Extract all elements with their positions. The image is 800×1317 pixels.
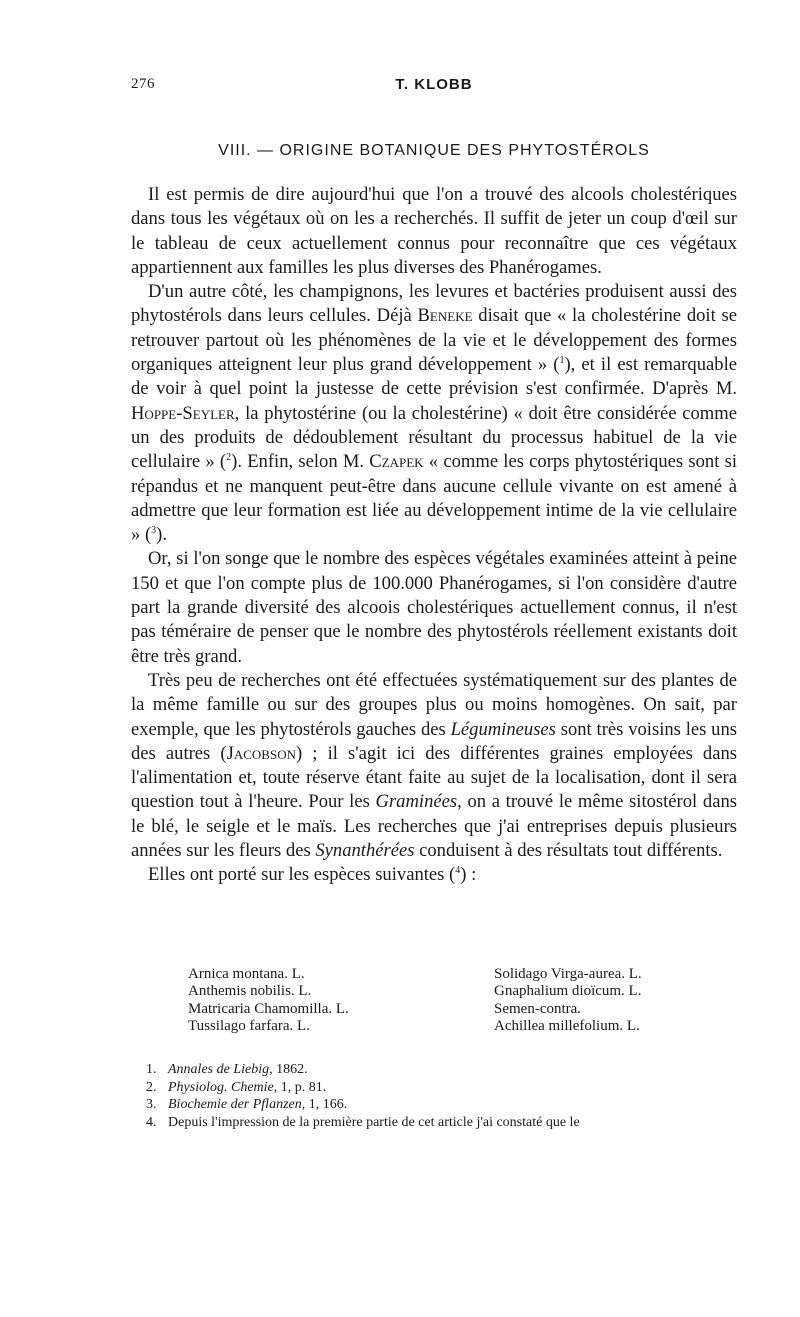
paragraph-2 — [131, 280, 737, 547]
running-head: T. KLOBB — [395, 76, 473, 93]
footnote-text: Depuis l'impression de la première partie de cet article j'ai constaté que le — [168, 1115, 580, 1131]
section-title: VIII. — ORIGINE BOTANIQUE DES PHYTOSTÉROLS — [218, 142, 650, 159]
text-run: Très peu de recherches ont été effectuées systématiquement sur des plantes de la même famille ou sur des groupes plus ou moins homogènes. On sait, par exemple, que les phytostérols gauches des — [131, 669, 737, 740]
paragraph-4 — [131, 669, 737, 863]
paragraph-3: Or, si l'on songe que le nombre des espèces végétales examinées atteint à peine 150 et que l'on compte plus de 100.000 Phanérogames, si l'on considère d'autre part la grande diversité des alcoois cholestériques actuellement connus, il n'est pas téméraire de penser que le nombre des phytostérols réellement existants doit être très grand. — [131, 548, 737, 667]
footnote — [146, 1061, 746, 1079]
footnote-ref: 2 — [226, 452, 232, 464]
body-text — [131, 183, 737, 888]
footnote — [146, 1096, 746, 1114]
footnote-ref: 4 — [455, 865, 461, 877]
author-name: Jacobson — [226, 742, 296, 764]
footnote — [146, 1079, 746, 1097]
footnote-source: Annales de Liebig — [168, 1062, 270, 1077]
species-column-left — [188, 966, 349, 1035]
species-item: Achillea millefolium. L. — [494, 1017, 640, 1034]
author-name: Beneke — [417, 305, 473, 327]
page-header — [131, 76, 737, 102]
taxon-name: Synanthérées — [315, 840, 415, 862]
footnote-ref: 1 — [559, 354, 565, 366]
text-run: Elles ont porté sur les espèces suivantes ( — [148, 864, 456, 886]
text-run: ). — [156, 524, 167, 546]
species-item: Arnica montana. L. — [188, 966, 305, 982]
text-run: conduisent à des résultats tout différents. — [414, 840, 723, 862]
species-item: Semen-contra. — [494, 1000, 582, 1017]
taxon-name: Graminées — [375, 791, 458, 813]
footnotes — [146, 1061, 746, 1132]
text-run: , la phytostérine (ou la cholestérine) « doit être considérée comme un des produits de dédoublement résultant du processus habituel de la vie cellulaire » ( — [131, 402, 737, 473]
page-number: 276 — [131, 76, 155, 92]
footnote-number: 4. — [146, 1115, 157, 1131]
paragraph-1: Il est permis de dire aujourd'hui que l'on a trouvé des alcools cholestériques dans tous les végétaux où on les a recherchés. Il suffit de jeter un coup d'œil sur le tableau de ceux actuellement connus pour reconnaître que ces végétaux appartiennent aux familles les plus diverses des Phanérogames. — [131, 184, 737, 278]
text-run: ) : — [460, 864, 477, 886]
footnote-source: Physiolog. Chemie — [168, 1079, 274, 1095]
taxon-name: Légumineuses — [450, 718, 556, 740]
footnote-text: , 1862. — [269, 1062, 308, 1077]
footnote-number: 2. — [146, 1079, 157, 1095]
footnote-ref: 3 — [151, 524, 157, 536]
footnote-text: , 1, p. 81. — [273, 1079, 327, 1095]
text-run: , on a trouvé le même sitostérol dans le blé, le seigle et le maïs. Les recherches que j'ai entreprises depuis plusieurs années sur les fleurs des — [131, 791, 737, 862]
text-run: ), et il est remarquable de voir à quel point la justesse de cette prévision s'est confirmée. D'après M. — [131, 354, 737, 400]
species-column-right — [494, 966, 642, 1035]
footnote-number: 1. — [146, 1062, 157, 1077]
footnote-number: 3. — [146, 1097, 157, 1113]
footnote-source: Biochemie der Pflanzen — [168, 1097, 302, 1113]
author-name: Czapek — [369, 451, 424, 473]
species-item: Tussilago farfara. L. — [188, 1017, 310, 1034]
text-run: sont très voisins les uns des autres ( — [131, 718, 737, 764]
author-name: Hoppe-Seyler — [131, 402, 235, 424]
paragraph-5 — [131, 863, 737, 887]
footnote — [146, 1114, 746, 1132]
text-run: disait que « la cholestérine doit se retrouver partout où les phénomènes de la vie et le développement des formes organiques atteignent leur plus grand développement » ( — [131, 305, 737, 376]
footnote-text: , 1, 166. — [301, 1097, 348, 1113]
text-run: ) ; il s'agit ici des différentes graines employées dans l'alimentation et, toute réserve étant faite au sujet de la localisation, dont il sera question tout à l'heure. Pour les — [131, 742, 738, 813]
text-run: « comme les corps phytostériques sont si répandus et ne manquent peut-être dans aucune cellule vivante on est amené à admettre que leur formation est liée au développement intime de la vie cellulaire » ( — [131, 451, 737, 546]
species-item: Solidago Virga-aurea. L. — [494, 966, 642, 982]
species-item: Anthemis nobilis. L. — [188, 983, 312, 1000]
species-item: Gnaphalium dioïcum. L. — [494, 983, 642, 1000]
species-item: Matricaria Chamomilla. L. — [188, 1000, 349, 1017]
text-run: ). Enfin, selon M. — [231, 451, 370, 473]
text-run: D'un autre côté, les champignons, les levures et bactéries produisent aussi des phytostérols dans leurs cellules. Déjà — [131, 281, 737, 327]
